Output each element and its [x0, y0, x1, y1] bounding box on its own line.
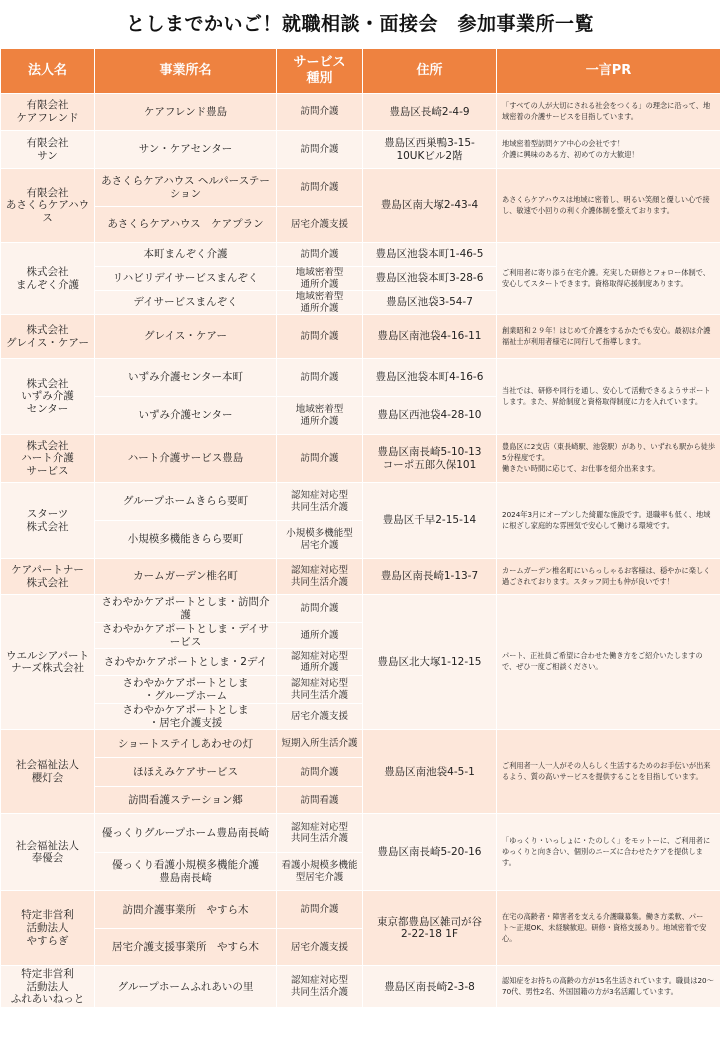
- office-name: あさくらケアハウス ケアプラン: [95, 207, 277, 243]
- service-type: 地域密着型 通所介護: [277, 267, 363, 291]
- office-name: いずみ介護センター: [95, 397, 277, 435]
- table-row: [1, 359, 720, 397]
- corporation-name: 有限会社 あさくらケアハウス: [1, 169, 95, 243]
- corporation-name: 社会福祉法人 奉優会: [1, 814, 95, 891]
- office-address: 豊島区南長崎5-10-13 コーポ五郎久保101: [363, 435, 497, 483]
- service-type: 認知症対応型 共同生活介護: [277, 483, 363, 521]
- pr-text: 豊島区に2支店（東長崎駅、池袋駅）があり、いずれも駅から徒歩5分程度です。 働きたい時間に応じて、お仕事を紹介出来ます。: [497, 435, 720, 483]
- service-type: 訪問介護: [277, 595, 363, 623]
- service-type: 居宅介護支援: [277, 929, 363, 966]
- office-name: デイサービスまんぞく: [95, 291, 277, 315]
- office-address: 豊島区池袋本町4-16-6: [363, 359, 497, 397]
- office-address: 豊島区西巣鴨3-15- 10UKビル2階: [363, 131, 497, 169]
- service-type: 小規模多機能型 居宅介護: [277, 521, 363, 559]
- corporation-name: 有限会社 ケアフレンド: [1, 94, 95, 131]
- office-name: グループホームきらら要町: [95, 483, 277, 521]
- service-type: 訪問介護: [277, 359, 363, 397]
- office-name: さわやかケアポートとしま・2デイ: [95, 649, 277, 676]
- header-pr: 一言PR: [497, 49, 720, 94]
- table-row: [1, 483, 720, 521]
- service-type: 居宅介護支援: [277, 704, 363, 730]
- service-type: 居宅介護支援: [277, 207, 363, 243]
- service-type: 訪問介護: [277, 243, 363, 267]
- office-name: 優っくり看護小規模多機能介護 豊島南長崎: [95, 853, 277, 891]
- office-address: 豊島区西池袋4-28-10: [363, 397, 497, 435]
- office-name: さわやかケアポートとしま・訪問介護: [95, 595, 277, 623]
- office-address: 豊島区南大塚2-43-4: [363, 169, 497, 243]
- office-address: 豊島区池袋本町1-46-5: [363, 243, 497, 267]
- pr-text: ご利用者に寄り添う在宅介護。充実した研修とフォロー体制で、安心してスタートできます。資格取得応援制度あります。: [497, 243, 720, 315]
- corporation-name: 特定非営利 活動法人 やすらぎ: [1, 891, 95, 966]
- office-name: あさくらケアハウス ヘルパーステーション: [95, 169, 277, 207]
- service-type: 短期入所生活介護: [277, 730, 363, 758]
- office-address: 豊島区北大塚1-12-15: [363, 595, 497, 730]
- office-address: 東京都豊島区雑司が谷 2-22-18 1F: [363, 891, 497, 966]
- corporation-name: 有限会社 サン: [1, 131, 95, 169]
- service-type: 認知症対応型 共同生活介護: [277, 814, 363, 853]
- service-type: 訪問介護: [277, 758, 363, 787]
- pr-text: 在宅の高齢者・障害者を支える介護職募集。働き方柔軟、パート〜正規OK、未経験歓迎。研修・資格支援あり。地域密着で安心。: [497, 891, 720, 966]
- office-name: さわやかケアポートとしま ・グループホーム: [95, 676, 277, 704]
- service-type: 看護小規模多機能 型居宅介護: [277, 853, 363, 891]
- table-row: [1, 94, 720, 131]
- office-name: 訪問介護事業所 やすら木: [95, 891, 277, 929]
- corporation-name: スターツ 株式会社: [1, 483, 95, 559]
- office-address: 豊島区池袋3-54-7: [363, 291, 497, 315]
- header-corporation: 法人名: [1, 49, 95, 94]
- header-office: 事業所名: [95, 49, 277, 94]
- service-type: 認知症対応型 共同生活介護: [277, 559, 363, 595]
- pr-text: あさくらケアハウスは地域に密着し、明るい笑顔と優しい心で接し、敏速で小回りの利く介護体制を整えております。: [497, 169, 720, 243]
- corporation-name: 株式会社 まんぞく介護: [1, 243, 95, 315]
- pr-text: 認知症をお持ちの高齢の方が15名生活されています。職員は20〜70代、男性2名、外国国籍の方が3名活躍しています。: [497, 966, 720, 1008]
- office-address: 豊島区南長崎2-3-8: [363, 966, 497, 1008]
- service-type: 訪問介護: [277, 94, 363, 131]
- pr-text: 「ゆっくり・いっしょに・たのしく」をモットーに、ご利用者にゆっくりと向き合い、個別のニーズに合わせたケアを提供します。: [497, 814, 720, 891]
- pr-text: カームガーデン椎名町にいらっしゃるお客様は、穏やかに楽しく過ごされております。スタッフ同士も仲が良いです！: [497, 559, 720, 595]
- service-type: 訪問看護: [277, 787, 363, 814]
- office-address: 豊島区南長崎5-20-16: [363, 814, 497, 891]
- office-name: ショートステイしあわせの灯: [95, 730, 277, 758]
- office-name: 本町まんぞく介護: [95, 243, 277, 267]
- corporation-name: 社会福祉法人 櫻灯会: [1, 730, 95, 814]
- office-name: グループホームふれあいの里: [95, 966, 277, 1008]
- office-name: 訪問看護ステーション郷: [95, 787, 277, 814]
- header-service-type: サービス 種別: [277, 49, 363, 94]
- service-type: 地域密着型 通所介護: [277, 397, 363, 435]
- service-type: 訪問介護: [277, 131, 363, 169]
- office-name: さわやかケアポートとしま ・居宅介護支援: [95, 704, 277, 730]
- header-row: [1, 49, 720, 94]
- corporation-name: ウエルシアパート ナーズ株式会社: [1, 595, 95, 730]
- table-row: [1, 814, 720, 853]
- corporation-name: ケアパートナー 株式会社: [1, 559, 95, 595]
- table-row: [1, 131, 720, 169]
- office-address: 豊島区池袋本町3-28-6: [363, 267, 497, 291]
- service-type: 認知症対応型 通所介護: [277, 649, 363, 676]
- table-row: [1, 966, 720, 1008]
- service-type: 認知症対応型 共同生活介護: [277, 966, 363, 1008]
- office-name: いずみ介護センター本町: [95, 359, 277, 397]
- service-type: 訪問介護: [277, 169, 363, 207]
- pr-text: ご利用者一人一人がその人らしく生活するためのお手伝いが出来るよう、質の高いサービスを提供することを目指しています。: [497, 730, 720, 814]
- corporation-name: 株式会社 グレイス・ケアー: [1, 315, 95, 359]
- office-address: 豊島区南池袋4-16-11: [363, 315, 497, 359]
- table-row: [1, 243, 720, 267]
- office-name: さわやかケアポートとしま・デイサービス: [95, 623, 277, 649]
- table-row: [1, 315, 720, 359]
- office-address: 豊島区南池袋4-5-1: [363, 730, 497, 814]
- office-name: 小規模多機能きらら要町: [95, 521, 277, 559]
- office-name: グレイス・ケアー: [95, 315, 277, 359]
- office-name: 優っくりグループホーム豊島南長崎: [95, 814, 277, 853]
- office-name: カームガーデン椎名町: [95, 559, 277, 595]
- service-type: 通所介護: [277, 623, 363, 649]
- table-row: [1, 891, 720, 929]
- corporation-name: 特定非営利 活動法人 ふれあいねっと: [1, 966, 95, 1008]
- pr-text: 創業昭和２９年！はじめて介護をするかたでも安心。最初は介護福祉士が利用者様宅に同行して指導します。: [497, 315, 720, 359]
- pr-text: 「すべての人が大切にされる社会をつくる」の理念に沿って、地域密着の介護サービスを目指しています。: [497, 94, 720, 131]
- table-row: [1, 435, 720, 483]
- office-address: 豊島区長崎2-4-9: [363, 94, 497, 131]
- office-address: 豊島区南長崎1-13-7: [363, 559, 497, 595]
- pr-text: パート、正社員ご希望に合わせた働き方をご紹介いたしますので、ぜひ一度ご相談ください。: [497, 595, 720, 730]
- office-name: ほほえみケアサービス: [95, 758, 277, 787]
- office-name: サン・ケアセンター: [95, 131, 277, 169]
- table-row: [1, 559, 720, 595]
- table-row: [1, 730, 720, 758]
- office-name: ハート介護サービス豊島: [95, 435, 277, 483]
- service-type: 訪問介護: [277, 315, 363, 359]
- corporation-name: 株式会社 ハート介護 サービス: [1, 435, 95, 483]
- office-name: ケアフレンド豊島: [95, 94, 277, 131]
- office-name: 居宅介護支援事業所 やすら木: [95, 929, 277, 966]
- service-type: 認知症対応型 共同生活介護: [277, 676, 363, 704]
- table-row: [1, 169, 720, 207]
- service-type: 地域密着型 通所介護: [277, 291, 363, 315]
- pr-text: 当社では、研修や同行を通し、安心して活動できるようサポートします。また、昇給制度と資格取得制度に力を入れています。: [497, 359, 720, 435]
- pr-text: 2024年3月にオープンした綺麗な施設です。退職率も低く、地域に根ざし家庭的な雰囲気で安心して働ける環境です。: [497, 483, 720, 559]
- corporation-name: 株式会社 いずみ介護 センター: [1, 359, 95, 435]
- service-type: 訪問介護: [277, 435, 363, 483]
- table-row: [1, 595, 720, 623]
- office-name: リハビリデイサービスまんぞく: [95, 267, 277, 291]
- header-address: 住所: [363, 49, 497, 94]
- participant-table: [0, 48, 720, 1008]
- pr-text: 地域密着型訪問ケア中心の会社です！ 介護に興味のある方、初めての方大歓迎！: [497, 131, 720, 169]
- table-body: [1, 94, 720, 1008]
- office-address: 豊島区千早2-15-14: [363, 483, 497, 559]
- page-title: としまでかいご！就職相談・面接会 参加事業所一覧: [125, 13, 594, 35]
- service-type: 訪問介護: [277, 891, 363, 929]
